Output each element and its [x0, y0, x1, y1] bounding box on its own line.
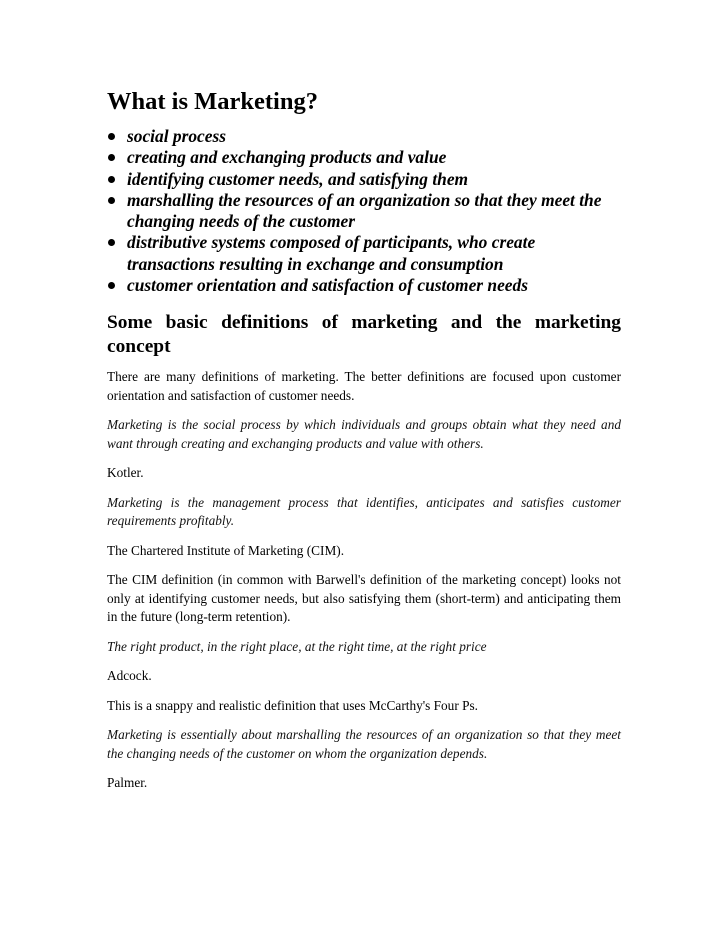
- bullet-text: social process: [127, 126, 227, 146]
- attribution-kotler: Kotler.: [107, 465, 144, 481]
- bullet-text: creating and exchanging products and value: [127, 147, 447, 168]
- attribution-cim: The Chartered Institute of Marketing (CIM).: [107, 542, 345, 558]
- bullet-icon: [108, 154, 115, 161]
- page-title: What is Marketing?: [107, 88, 318, 115]
- bullet-item: [107, 275, 621, 296]
- bullet-item: [107, 232, 621, 275]
- bullet-item: [107, 126, 621, 147]
- intro-paragraph: There are many definitions of marketing. The better definitions are focused upon customer orientation and satisfaction of customer needs.: [107, 369, 621, 403]
- bullet-icon: [108, 282, 115, 289]
- bullet-item: [107, 190, 621, 233]
- bullet-icon: [108, 197, 115, 204]
- bullet-item: [107, 169, 621, 190]
- attribution-palmer: Palmer.: [107, 775, 148, 791]
- bullet-icon: [108, 176, 115, 183]
- definition-quote-cim: Marketing is the management process that identifies, anticipates and satisfies customer requirements profitably.: [107, 494, 621, 529]
- bullet-text: customer orientation and satisfaction of customer needs: [127, 275, 528, 296]
- bullet-item: [107, 147, 621, 168]
- commentary-adcock: This is a snappy and realistic definition that uses McCarthy's Four Ps.: [107, 697, 478, 713]
- marketing-bullet-list: [107, 126, 621, 296]
- definition-quote-adcock: The right product, in the right place, at the right time, at the right price: [107, 638, 487, 654]
- bullet-text: marshalling the resources of an organization so that they meet the changing needs of the customer: [127, 189, 602, 232]
- bullet-icon: [108, 133, 115, 140]
- section-heading: Some basic definitions of marketing and the marketing concept: [107, 312, 621, 358]
- commentary-cim: The CIM definition (in common with Barwell's definition of the marketing concept) looks not only at identifying customer needs, but also satisfying them (short-term) and anticipating them in the future (long-term retention).: [107, 572, 621, 625]
- attribution-adcock: Adcock.: [107, 668, 152, 684]
- bullet-icon: [108, 239, 115, 246]
- definition-quote-palmer: Marketing is essentially about marshalling the resources of an organization so that they meet the changing needs of the customer on whom the organization depends.: [107, 727, 621, 761]
- definition-quote-kotler: Marketing is the social process by which individuals and groups obtain what they need and want through creating and exchanging products and value with others.: [107, 417, 621, 451]
- bullet-text: identifying customer needs, and satisfying them: [127, 168, 469, 189]
- bullet-text: distributive systems composed of participants, who create transactions resulting in exchange and consumption: [127, 232, 536, 274]
